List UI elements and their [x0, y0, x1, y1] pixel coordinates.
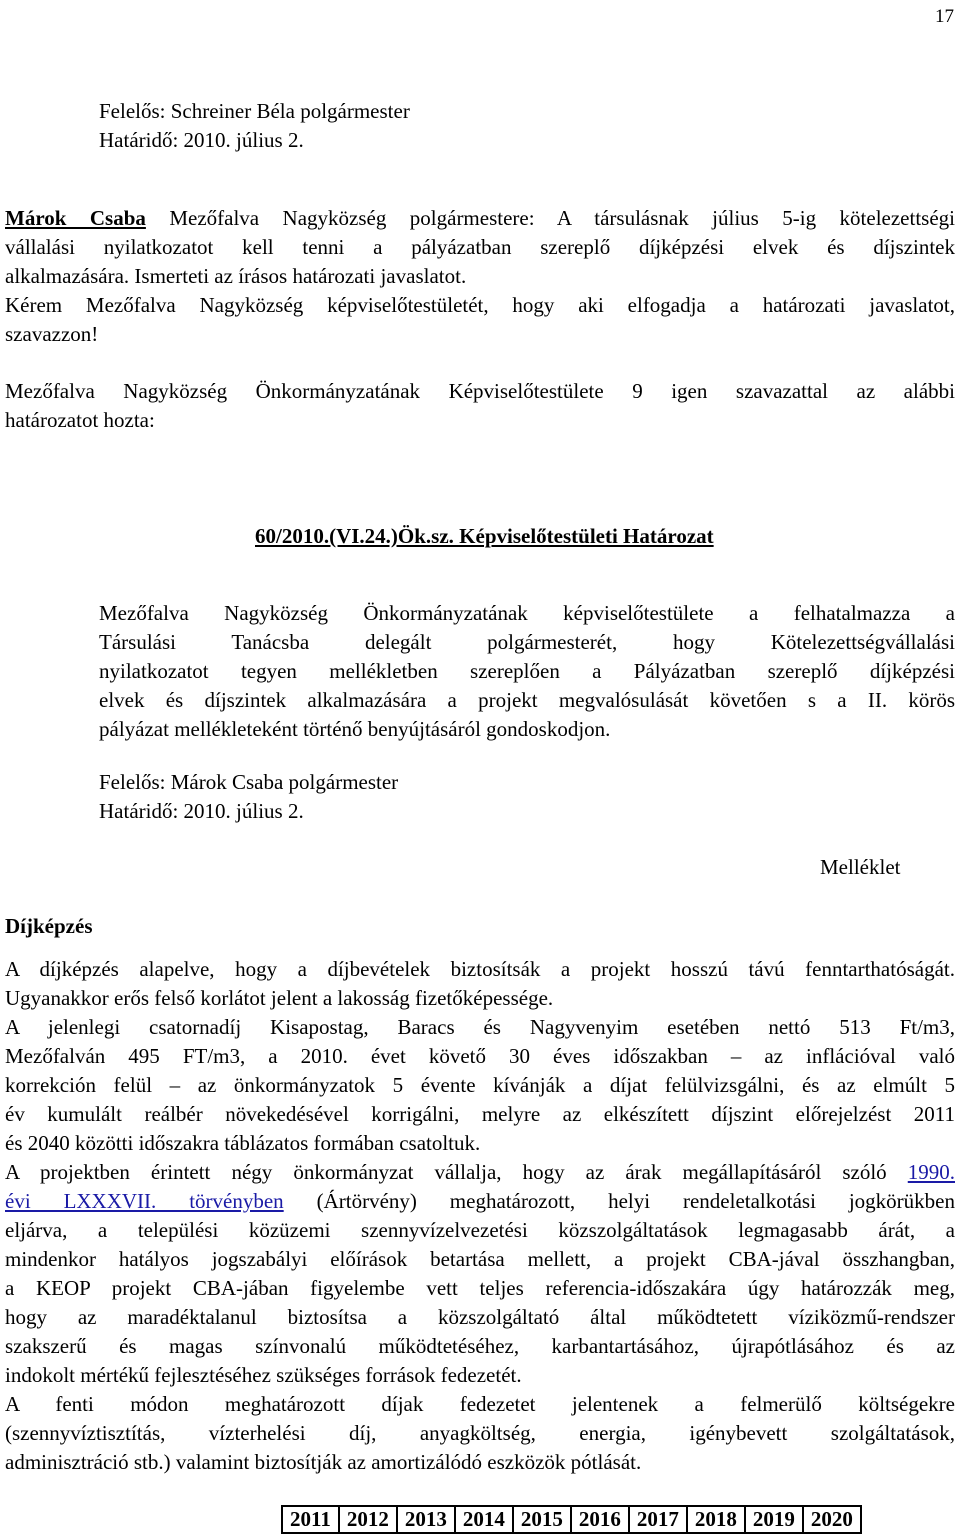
section-title: Díjképzés [5, 914, 93, 938]
vote-line-1: Mezőfalva Nagyközség Önkormányzatának Képviselőtestülete 9 igen szavazattal az alábbi [5, 379, 955, 403]
resolution-line-5: pályázat mellékleteként történő benyújtásáról gondoskodjon. [99, 717, 611, 741]
year-cell: 2013 [397, 1506, 455, 1533]
page-number: 17 [935, 6, 954, 27]
year-cell: 2011 [282, 1506, 339, 1533]
p1-line-2: Ugyanakkor erős felső korlátot jelent a lakosság fizetőképessége. [5, 986, 554, 1010]
p2-line-4: év kumulált reálbér növekedésével korrigálni, melyre az elkészített díjszint előrejelzést 2011 [5, 1102, 955, 1126]
year-cell: 2014 [455, 1506, 513, 1533]
speech-line-3: alkalmazására. Ismerteti az írásos határozati javaslatot. [5, 264, 467, 288]
speech-line-4: Kérem Mezőfalva Nagyközség képviselőtestületét, hogy aki elfogadja a határozati javaslatot, [5, 293, 955, 317]
p4-line-2: (szennyvíztisztítás, vízterhelési díj, anyagköltség, energia, igénybevett szolgáltatások, [5, 1421, 955, 1445]
annex-label: Melléklet [820, 855, 901, 879]
speech-line-5: szavazzon! [5, 322, 99, 346]
resolution-title: 60/2010.(VI.24.)Ök.sz. Képviselőtestületi Határozat [255, 524, 714, 548]
p3-line-3: eljárva, a települési közüzemi szennyvízelvezetési közszolgáltatások legmagasabb árát, a [5, 1218, 955, 1242]
year-cell: 2017 [629, 1506, 687, 1533]
resolution-deadline: Határidő: 2010. július 2. [99, 799, 304, 823]
year-cell: 2016 [571, 1506, 629, 1533]
resolution-line-4: elvek és díjszintek alkalmazására a projekt megvalósulását követően s a II. körös [99, 688, 955, 712]
resolution-body [99, 599, 955, 744]
year-cell: 2020 [803, 1506, 861, 1533]
p3-line-4: mindenkor hatályos jogszabályi előírások betartása mellett, a projekt CBA-jával összhangban, [5, 1247, 955, 1271]
p2-line-2: Mezőfalván 495 FT/m3, a 2010. évet követő 30 éves időszakban – az inflációval való [5, 1044, 955, 1068]
year-cell: 2018 [687, 1506, 745, 1533]
law-link-1990[interactable]: 1990. [907, 1160, 955, 1184]
p3-line-6: hogy az maradéktalanul biztosítsa a közszolgáltató által működtetett víziközmű-rendszer [5, 1305, 955, 1329]
resolution-line-2: Társulási Tanácsba delegált polgármesterét, hogy Kötelezettségvállalási [99, 630, 955, 654]
speech-line-2: vállalási nyilatkozatot kell tenni a pályázatban szereplő díjképzési elvek és díjszintek [5, 235, 955, 259]
p4-line-1: A fenti módon meghatározott díjak fedezetet jelentenek a felmerülő költségekre [5, 1392, 955, 1416]
vote-paragraph [5, 377, 955, 435]
p2-line-1: A jelenlegi csatornadíj Kisapostag, Baracs és Nagyvenyim esetében nettó 513 Ft/m3, [5, 1015, 955, 1039]
p3-line-1: A projektben érintett négy önkormányzat vállalja, hogy az árak megállapításáról szóló 1990. [5, 1160, 955, 1184]
year-cell: 2019 [745, 1506, 803, 1533]
responsible-line: Felelős: Schreiner Béla polgármester [99, 99, 410, 123]
resolution-line-1: Mezőfalva Nagyközség Önkormányzatának képviselőtestülete a felhatalmazza a [99, 601, 955, 625]
p4-line-3: adminisztráció stb.) valamint biztosítják az amortizálódó eszközök pótlását. [5, 1450, 642, 1474]
p3-line-8: indokolt mértékű fejlesztéséhez szükséges források fedezetét. [5, 1363, 522, 1387]
p1-line-1: A díjképzés alapelve, hogy a díjbevételek biztosítsák a projekt hosszú távú fenntarthatóságát. [5, 957, 955, 981]
speaker-name: Márok Csaba [5, 206, 146, 230]
year-cell: 2012 [339, 1506, 397, 1533]
resolution-responsible-block [99, 768, 398, 826]
speech-line-1: Márok Csaba Mezőfalva Nagyközség polgármestere: A társulásnak július 5-ig kötelezettségi [5, 206, 955, 230]
vote-line-2: határozatot hozta: [5, 408, 155, 432]
top-responsible-block [99, 97, 410, 155]
main-body [5, 955, 955, 1477]
resolution-responsible: Felelős: Márok Csaba polgármester [99, 770, 399, 794]
resolution-line-3: nyilatkozatot tegyen mellékletben szereplően a Pályázatban szereplő díjképzési [99, 659, 955, 683]
law-link-act[interactable]: évi LXXXVII. törvényben [5, 1189, 284, 1213]
year-cell: 2015 [513, 1506, 571, 1533]
year-table [281, 1505, 862, 1534]
p3-line-2: évi LXXXVII. törvényben (Ártörvény) meghatározott, helyi rendeletalkotási jogkörükben [5, 1189, 955, 1213]
year-row [282, 1506, 861, 1533]
p2-line-3: korrekción felül – az önkormányzatok 5 évente kívánják a díjat felülvizsgálni, és az elmúlt 5 [5, 1073, 955, 1097]
p3-line-5: a KEOP projekt CBA-jában figyelembe vett teljes referencia-időszakára úgy határozzák meg, [5, 1276, 955, 1300]
p2-line-5: és 2040 közötti időszakra táblázatos formában csatoltuk. [5, 1131, 481, 1155]
p3-line-7: szakszerű és magas színvonalú működtetéséhez, karbantartásához, újrapótlásához és az [5, 1334, 955, 1358]
speech-paragraph [5, 204, 955, 349]
deadline-line: Határidő: 2010. július 2. [99, 128, 304, 152]
